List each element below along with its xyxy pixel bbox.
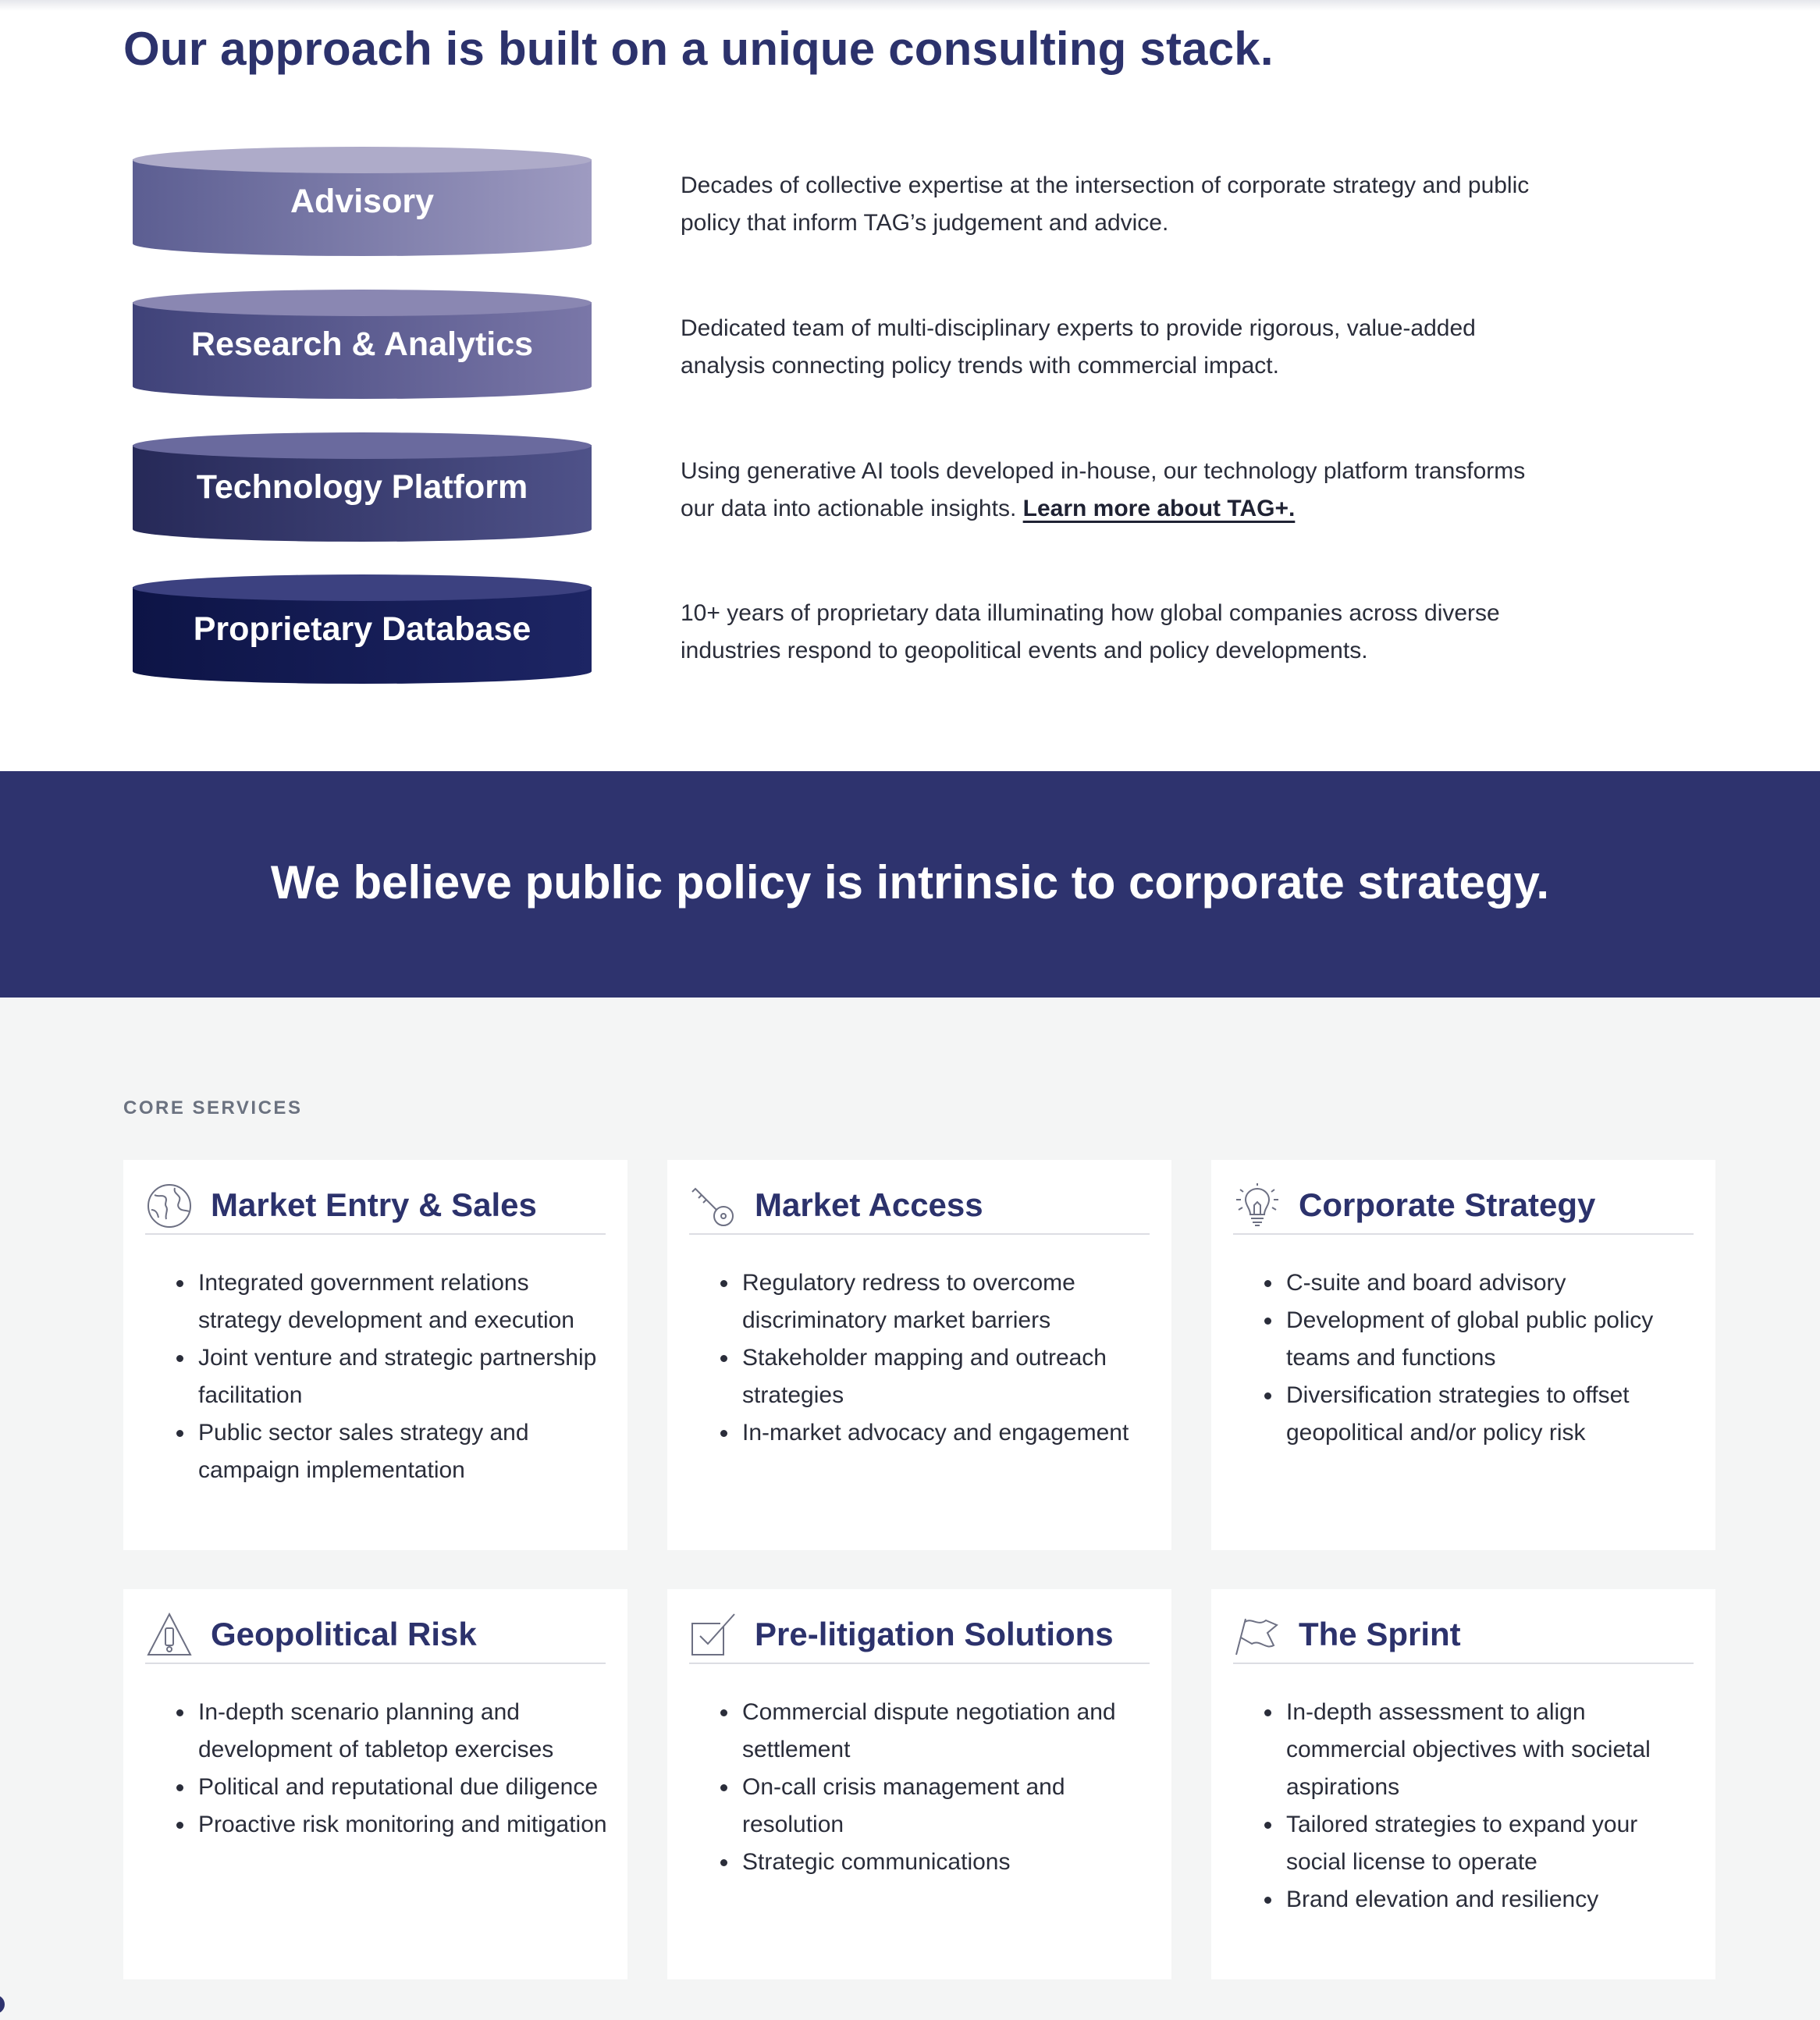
card-header [689,1606,1150,1664]
card-list [742,1694,1156,1881]
card-title: Market Access [755,1186,983,1223]
list-item: Stakeholder mapping and outreach strategies [742,1339,1156,1414]
card-list [198,1264,612,1489]
card-title: The Sprint [1299,1616,1461,1652]
card-title: Pre-litigation Solutions [755,1616,1114,1652]
tier-description-technology [681,453,1555,528]
list-item: Integrated government relations strategy development and execution [198,1264,612,1339]
service-card-pre-litigation [667,1589,1171,1979]
tier-label: Technology Platform [196,468,528,506]
tier-cylinder-top [133,147,592,173]
card-header [689,1177,1150,1235]
list-item: Brand elevation and resiliency [1286,1881,1700,1919]
card-list [1286,1264,1700,1452]
service-card-the-sprint [1211,1589,1715,1979]
list-item: Public sector sales strategy and campaign implementation [198,1414,612,1489]
list-item: Regulatory redress to overcome discriminatory market barriers [742,1264,1156,1339]
card-header [1233,1177,1694,1235]
flag-icon [1233,1611,1281,1659]
tier-description-advisory: Decades of collective expertise at the intersection of corporate strategy and public policy that inform TAG’s judgement and advice. [681,172,1530,236]
core-services-section [0,998,1820,2020]
checkbox-icon [689,1611,738,1659]
list-item: Development of global public policy teams and functions [1286,1302,1700,1377]
card-list [742,1264,1156,1452]
list-item: In-depth scenario planning and development of tabletop exercises [198,1694,612,1769]
tier-description-text: Using generative AI tools developed in-house, our technology platform transforms our data into actionable insights. [681,458,1526,521]
card-list [198,1694,612,1844]
section-eyebrow: CORE SERVICES [123,1097,303,1118]
list-item: In-market advocacy and engagement [742,1414,1156,1452]
tier-cylinder-top [133,432,592,459]
tier-cylinder-top [133,574,592,601]
tier-label: Proprietary Database [193,610,531,648]
list-item: Diversification strategies to offset geopolitical and/or policy risk [1286,1377,1700,1452]
banner-statement: We believe public policy is intrinsic to corporate strategy. [270,856,1550,909]
key-icon [689,1182,738,1230]
top-shadow [0,0,1820,11]
tier-description-research: Dedicated team of multi-disciplinary experts to provide rigorous, value-added analysis connecting policy trends with commercial impact. [681,315,1476,379]
tier-label: Research & Analytics [190,325,534,363]
stack-tier-research-analytics [133,290,592,411]
list-item: In-depth assessment to align commercial objectives with societal aspirations [1286,1694,1700,1806]
tier-description-database: 10+ years of proprietary data illuminating how global companies across diverse industries respond to geopolitical events and policy developments. [681,600,1500,663]
stack-heading: Our approach is built on a unique consulting stack. [123,23,1274,75]
list-item: Joint venture and strategic partnership facilitation [198,1339,612,1414]
service-card-market-access [667,1160,1171,1550]
service-card-market-entry [123,1160,627,1550]
lightbulb-icon [1233,1182,1281,1230]
list-item: Strategic communications [742,1844,1156,1881]
stack-tier-advisory [133,147,592,269]
list-item: C-suite and board advisory [1286,1264,1700,1302]
card-title: Market Entry & Sales [211,1186,537,1223]
stack-tier-proprietary-database [133,574,592,696]
stack-tier-technology-platform [133,432,592,554]
globe-icon [145,1182,194,1230]
tier-label: Advisory [290,183,434,220]
list-item: Tailored strategies to expand your social license to operate [1286,1806,1700,1881]
card-title: Corporate Strategy [1299,1186,1596,1223]
warning-icon [145,1611,194,1659]
belief-banner [0,771,1820,998]
list-item: Political and reputational due diligence [198,1769,612,1806]
service-card-geopolitical-risk [123,1589,627,1979]
learn-more-tag-plus-link[interactable]: Learn more about TAG+. [1022,496,1296,521]
tier-cylinder-top [133,290,592,316]
card-list [1286,1694,1700,1919]
card-title: Geopolitical Risk [211,1616,477,1652]
list-item: Proactive risk monitoring and mitigation [198,1806,612,1844]
card-header [145,1177,606,1235]
card-header [145,1606,606,1664]
list-item: On-call crisis management and resolution [742,1769,1156,1844]
list-item: Commercial dispute negotiation and settlement [742,1694,1156,1769]
card-header [1233,1606,1694,1664]
service-card-corporate-strategy [1211,1160,1715,1550]
